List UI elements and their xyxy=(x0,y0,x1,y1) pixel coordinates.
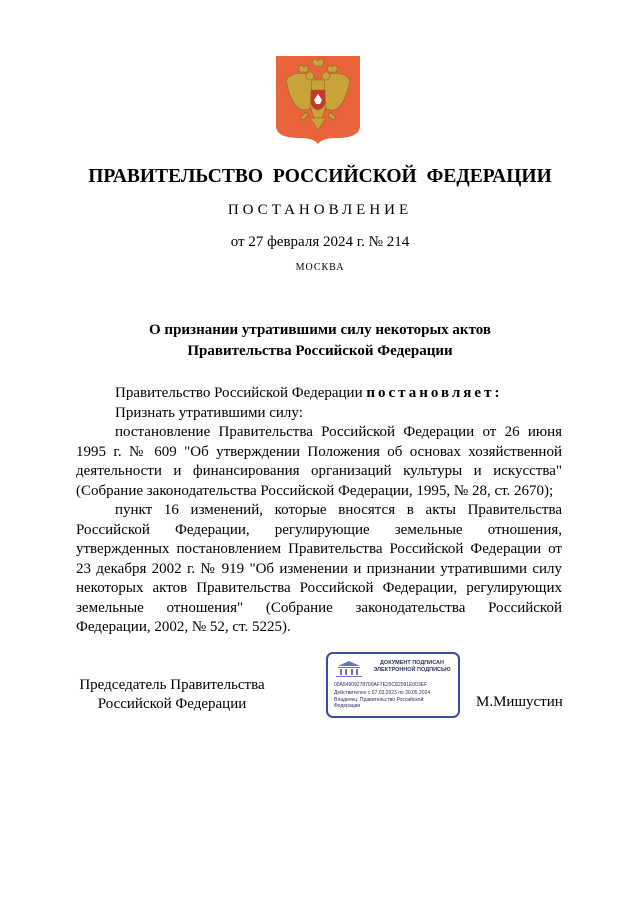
invalidate-paragraph: Признать утратившими силу: xyxy=(115,404,303,421)
stamp-title-line-2: ЭЛЕКТРОННОЙ ПОДПИСЬЮ xyxy=(373,667,451,673)
document-type: ПОСТАНОВЛЕНИЕ xyxy=(227,202,413,218)
position-line-1: Председатель Правительства xyxy=(79,677,265,693)
government-building-icon xyxy=(334,660,364,678)
stamp-title-line-1: ДОКУМЕНТ ПОДПИСАН xyxy=(380,660,444,666)
electronic-signature-stamp xyxy=(326,652,460,718)
item-2-paragraph: пункт 16 изменений, которые вносятся в акты Правительства Российской Федерации, регулирующие земельные отношения, утвержденных постановлением Правительства Российской Федерации от 23 декабря 2002 г. № 919 "Об изменении и признании утратившими силу некоторых актов Правительства Российской Федерации, регулирующих земельные отношения" (Собрание законодательства Российской Федерации, 2002, № 52, ст. 5225). xyxy=(76,502,562,635)
certificate-number: 00A54909278700AF7E29C82091E003EF xyxy=(334,682,428,688)
stamp-title xyxy=(366,660,458,674)
document-body xyxy=(76,384,562,638)
document-subject xyxy=(0,320,640,362)
certificate-owner-line-2: Федерации xyxy=(334,703,361,709)
subject-line-2: Правительства Российской Федерации xyxy=(187,343,453,359)
signatory-position xyxy=(76,676,268,714)
government-title: ПРАВИТЕЛЬСТВО РОССИЙСКОЙ ФЕДЕРАЦИИ xyxy=(88,166,552,187)
position-line-2: Российской Федерации xyxy=(97,696,247,712)
signatory-name: М.Мишустин xyxy=(476,694,563,710)
city-name: МОСКВА xyxy=(295,262,345,273)
coat-of-arms-emblem xyxy=(276,56,360,144)
resolves-word: постановляет: xyxy=(366,385,503,401)
subject-line-1: О признании утратившими силу некоторых актов xyxy=(149,322,491,338)
date-and-number: от 27 февраля 2024 г. № 214 xyxy=(230,234,410,250)
certificate-validity: Действителен с 07.03.2023 по 30.05.2024 xyxy=(334,690,431,696)
certificate-owner-line-1: Владелец: Правительство Российской xyxy=(334,697,424,703)
resolution-prefix: Правительство Российской Федерации xyxy=(115,385,367,401)
item-1-paragraph: постановление Правительства Российской Федерации от 26 июня 1995 г. № 609 "Об утверждении Положения об основах хозяйственной деятельности и финансирования организаций культуры и искусства" (Собрание законодательства Российской Федерации, 1995, № 28, ст. 2670); xyxy=(76,424,562,499)
resolution-paragraph xyxy=(76,384,562,404)
